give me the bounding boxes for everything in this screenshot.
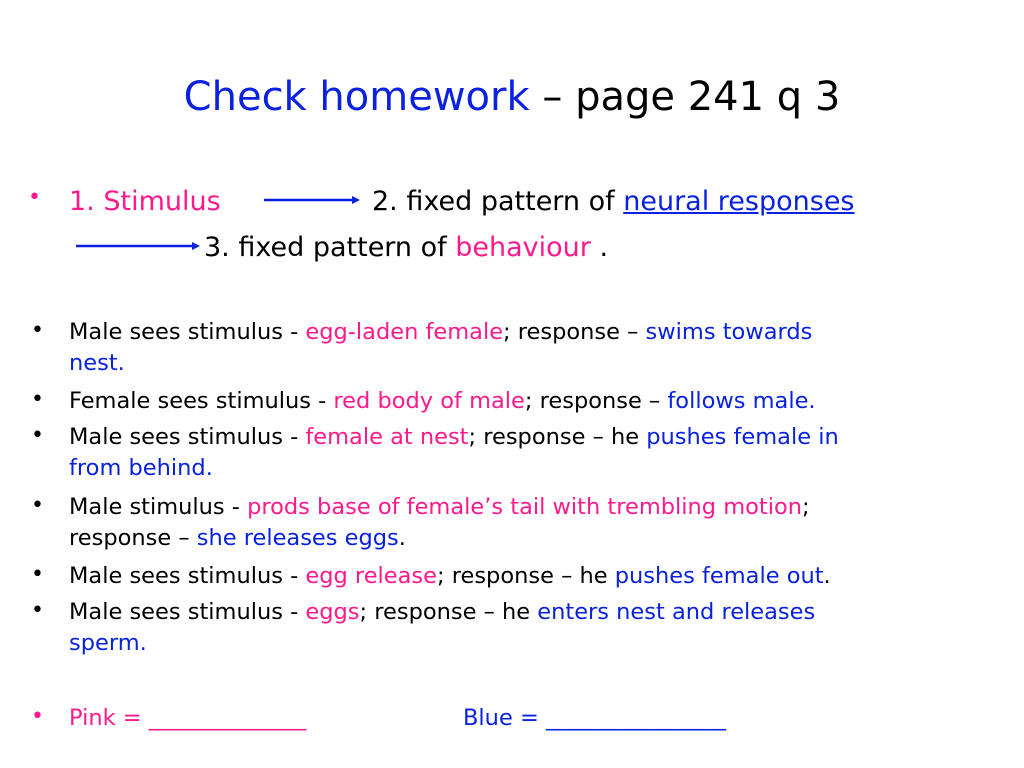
item-prefix: response – [69,525,197,551]
item-mid: ; response – [503,319,646,345]
item-mid: ; response – [524,388,668,414]
item-end: . [398,525,406,551]
item-response: pushes female out [614,563,824,589]
neural-responses-link[interactable]: neural responses [623,186,855,217]
item-response: pushes female in [646,424,839,450]
pink-legend: Pink = ______________ [69,705,307,731]
item-prefix: Male sees stimulus - [69,599,306,625]
item-stimulus: egg-laden female [305,319,504,345]
bullet-dot: • [31,493,44,518]
title-main: Check homework [183,74,530,120]
item-prefix: Male stimulus - [69,494,248,520]
item-stimulus: female at nest [305,424,469,450]
list-item [69,317,812,348]
item-prefix: Male sees stimulus - [69,563,306,589]
item-prefix: Female sees stimulus - [69,388,334,414]
item-stimulus: eggs [305,599,360,625]
item-response: follows male. [667,388,816,414]
item-stimulus: red body of male [333,388,525,414]
item-response: swims towards [645,319,813,345]
intro-step-3 [204,231,608,265]
stimulus-label: 1. Stimulus [69,186,221,217]
bullet-dot: • [31,704,44,729]
item-mid: ; response – he [468,424,647,450]
arrow-right-icon [264,194,360,206]
step2-prefix: 2. fixed pattern of [372,186,624,217]
title-rest: – page 241 q 3 [529,74,841,120]
list-item [69,492,810,523]
step3-prefix: 3. fixed pattern of [204,232,456,263]
arrow-right-icon [76,240,200,252]
item-mid: ; response – he [436,563,615,589]
item-prefix: Male sees stimulus - [69,424,306,450]
bullet-dot: • [28,185,41,210]
list-item [69,422,839,453]
list-item [69,561,831,592]
list-item-continued: sperm. [69,630,147,656]
list-item-continued [69,523,406,554]
item-response: enters nest and releases [537,599,816,625]
list-item [69,597,815,628]
item-stimulus: prods base of female’s tail with trembling motion [247,494,803,520]
item-stimulus: egg release [305,563,437,589]
bullet-dot: • [31,387,44,412]
list-item-continued: nest. [69,350,125,376]
slide-title [0,70,1024,124]
list-item [69,386,816,417]
blue-legend: Blue = ________________ [463,705,726,731]
item-prefix: Male sees stimulus - [69,319,306,345]
bullet-dot: • [31,598,44,623]
item-mid: ; response – he [359,599,538,625]
bullet-dot: • [31,562,44,587]
intro-line-1 [69,185,221,219]
behaviour-text: behaviour [455,232,591,263]
bullet-dot: • [31,423,44,448]
item-mid: ; [802,494,810,520]
step3-suffix: . [590,232,609,263]
item-response: she releases eggs [196,525,399,551]
list-item-continued: from behind. [69,455,213,481]
bullet-dot: • [31,318,44,343]
intro-step-2 [372,185,855,219]
item-end: . [823,563,831,589]
